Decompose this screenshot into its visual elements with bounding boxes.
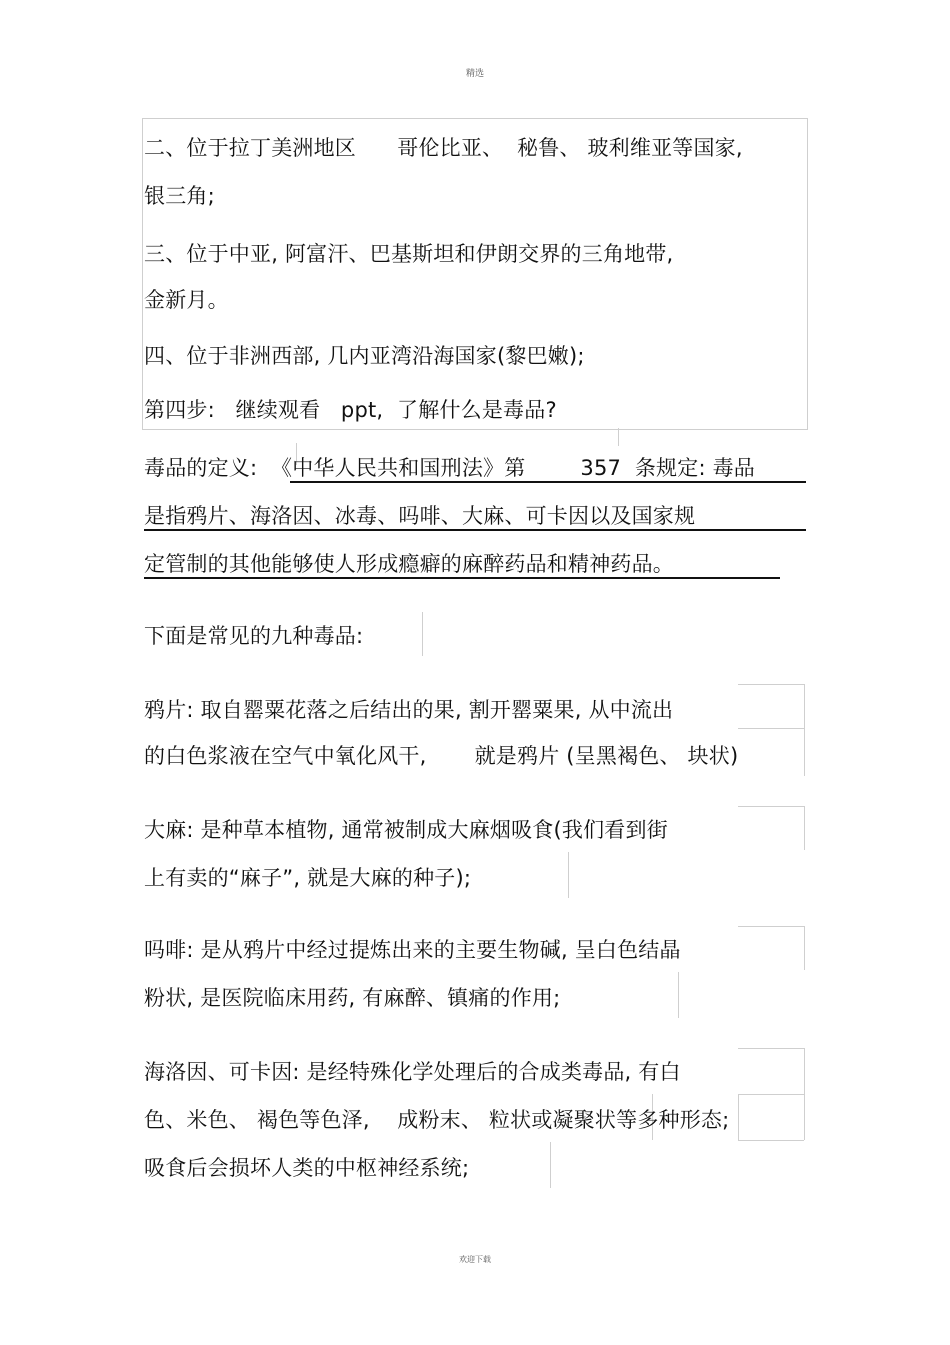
definition-line-1: 毒品的定义: 《中华人民共和国刑法》第 357 条规定: 毒品: [144, 456, 756, 480]
cell-border: [738, 1048, 804, 1049]
cannabis-line-2: 上有卖的“麻子”, 就是大麻的种子);: [144, 866, 472, 890]
cell-border: [804, 1048, 805, 1140]
cannabis-line-1: 大麻: 是种草本植物, 通常被制成大麻烟吸食(我们看到街: [144, 818, 668, 842]
heroin-line-3: 吸食后会损坏人类的中枢神经系统;: [144, 1156, 470, 1180]
morphine-line-1: 吗啡: 是从鸦片中经过提炼出来的主要生物碱, 呈白色结晶: [144, 938, 681, 962]
cell-border: [618, 428, 619, 446]
opium-line-1: 鸦片: 取自罂粟花落之后结出的果, 割开罂粟果, 从中流出: [144, 698, 674, 722]
heroin-line-2: 色、米色、 褐色等色泽, 成粉末、 粒状或凝聚状等多种形态;: [144, 1108, 730, 1132]
cell-border: [738, 728, 804, 729]
table-border-top: [142, 118, 808, 430]
opium-line-2: 的白色浆液在空气中氧化风干, 就是鸦片 (呈黑褐色、 块状): [144, 744, 739, 768]
definition-line-2: 是指鸦片、海洛因、冰毒、吗啡、大麻、可卡因以及国家规: [144, 504, 696, 528]
cell-border: [804, 926, 805, 970]
cell-border: [804, 684, 805, 776]
cell-border: [738, 1140, 804, 1141]
underline: [144, 577, 780, 579]
text-line-1: 二、位于拉丁美洲地区 哥伦比亚、 秘鲁、 玻利维亚等国家,: [144, 136, 743, 160]
cell-border: [568, 852, 569, 898]
section-intro: 下面是常见的九种毒品:: [144, 624, 364, 648]
text-line-6: 第四步: 继续观看 ppt, 了解什么是毒品?: [144, 398, 557, 422]
cell-border: [738, 806, 804, 807]
cell-border: [678, 972, 679, 1018]
text-line-5: 四、位于非洲西部, 几内亚湾沿海国家(黎巴嫩);: [144, 344, 585, 368]
text-line-4: 金新月。: [144, 288, 229, 312]
definition-line-3: 定管制的其他能够使人形成瘾癖的麻醉药品和精神药品。: [144, 552, 674, 576]
underline: [144, 529, 806, 531]
text-line-2: 银三角;: [144, 184, 215, 208]
text-line-3: 三、位于中亚, 阿富汗、巴基斯坦和伊朗交界的三角地带,: [144, 242, 674, 266]
cell-border: [738, 684, 804, 685]
cell-border: [738, 1094, 739, 1140]
underline: [290, 481, 806, 483]
page-footer: 欢迎下载: [459, 1255, 491, 1264]
heroin-line-1: 海洛因、可卡因: 是经特殊化学处理后的合成类毒品, 有白: [144, 1060, 681, 1084]
cell-border: [804, 806, 805, 850]
cell-border: [550, 1142, 551, 1188]
cell-border: [738, 1094, 804, 1095]
cell-border: [738, 926, 804, 927]
page-header: 精选: [465, 69, 484, 79]
morphine-line-2: 粉状, 是医院临床用药, 有麻醉、镇痛的作用;: [144, 986, 561, 1010]
cell-border: [422, 612, 423, 656]
